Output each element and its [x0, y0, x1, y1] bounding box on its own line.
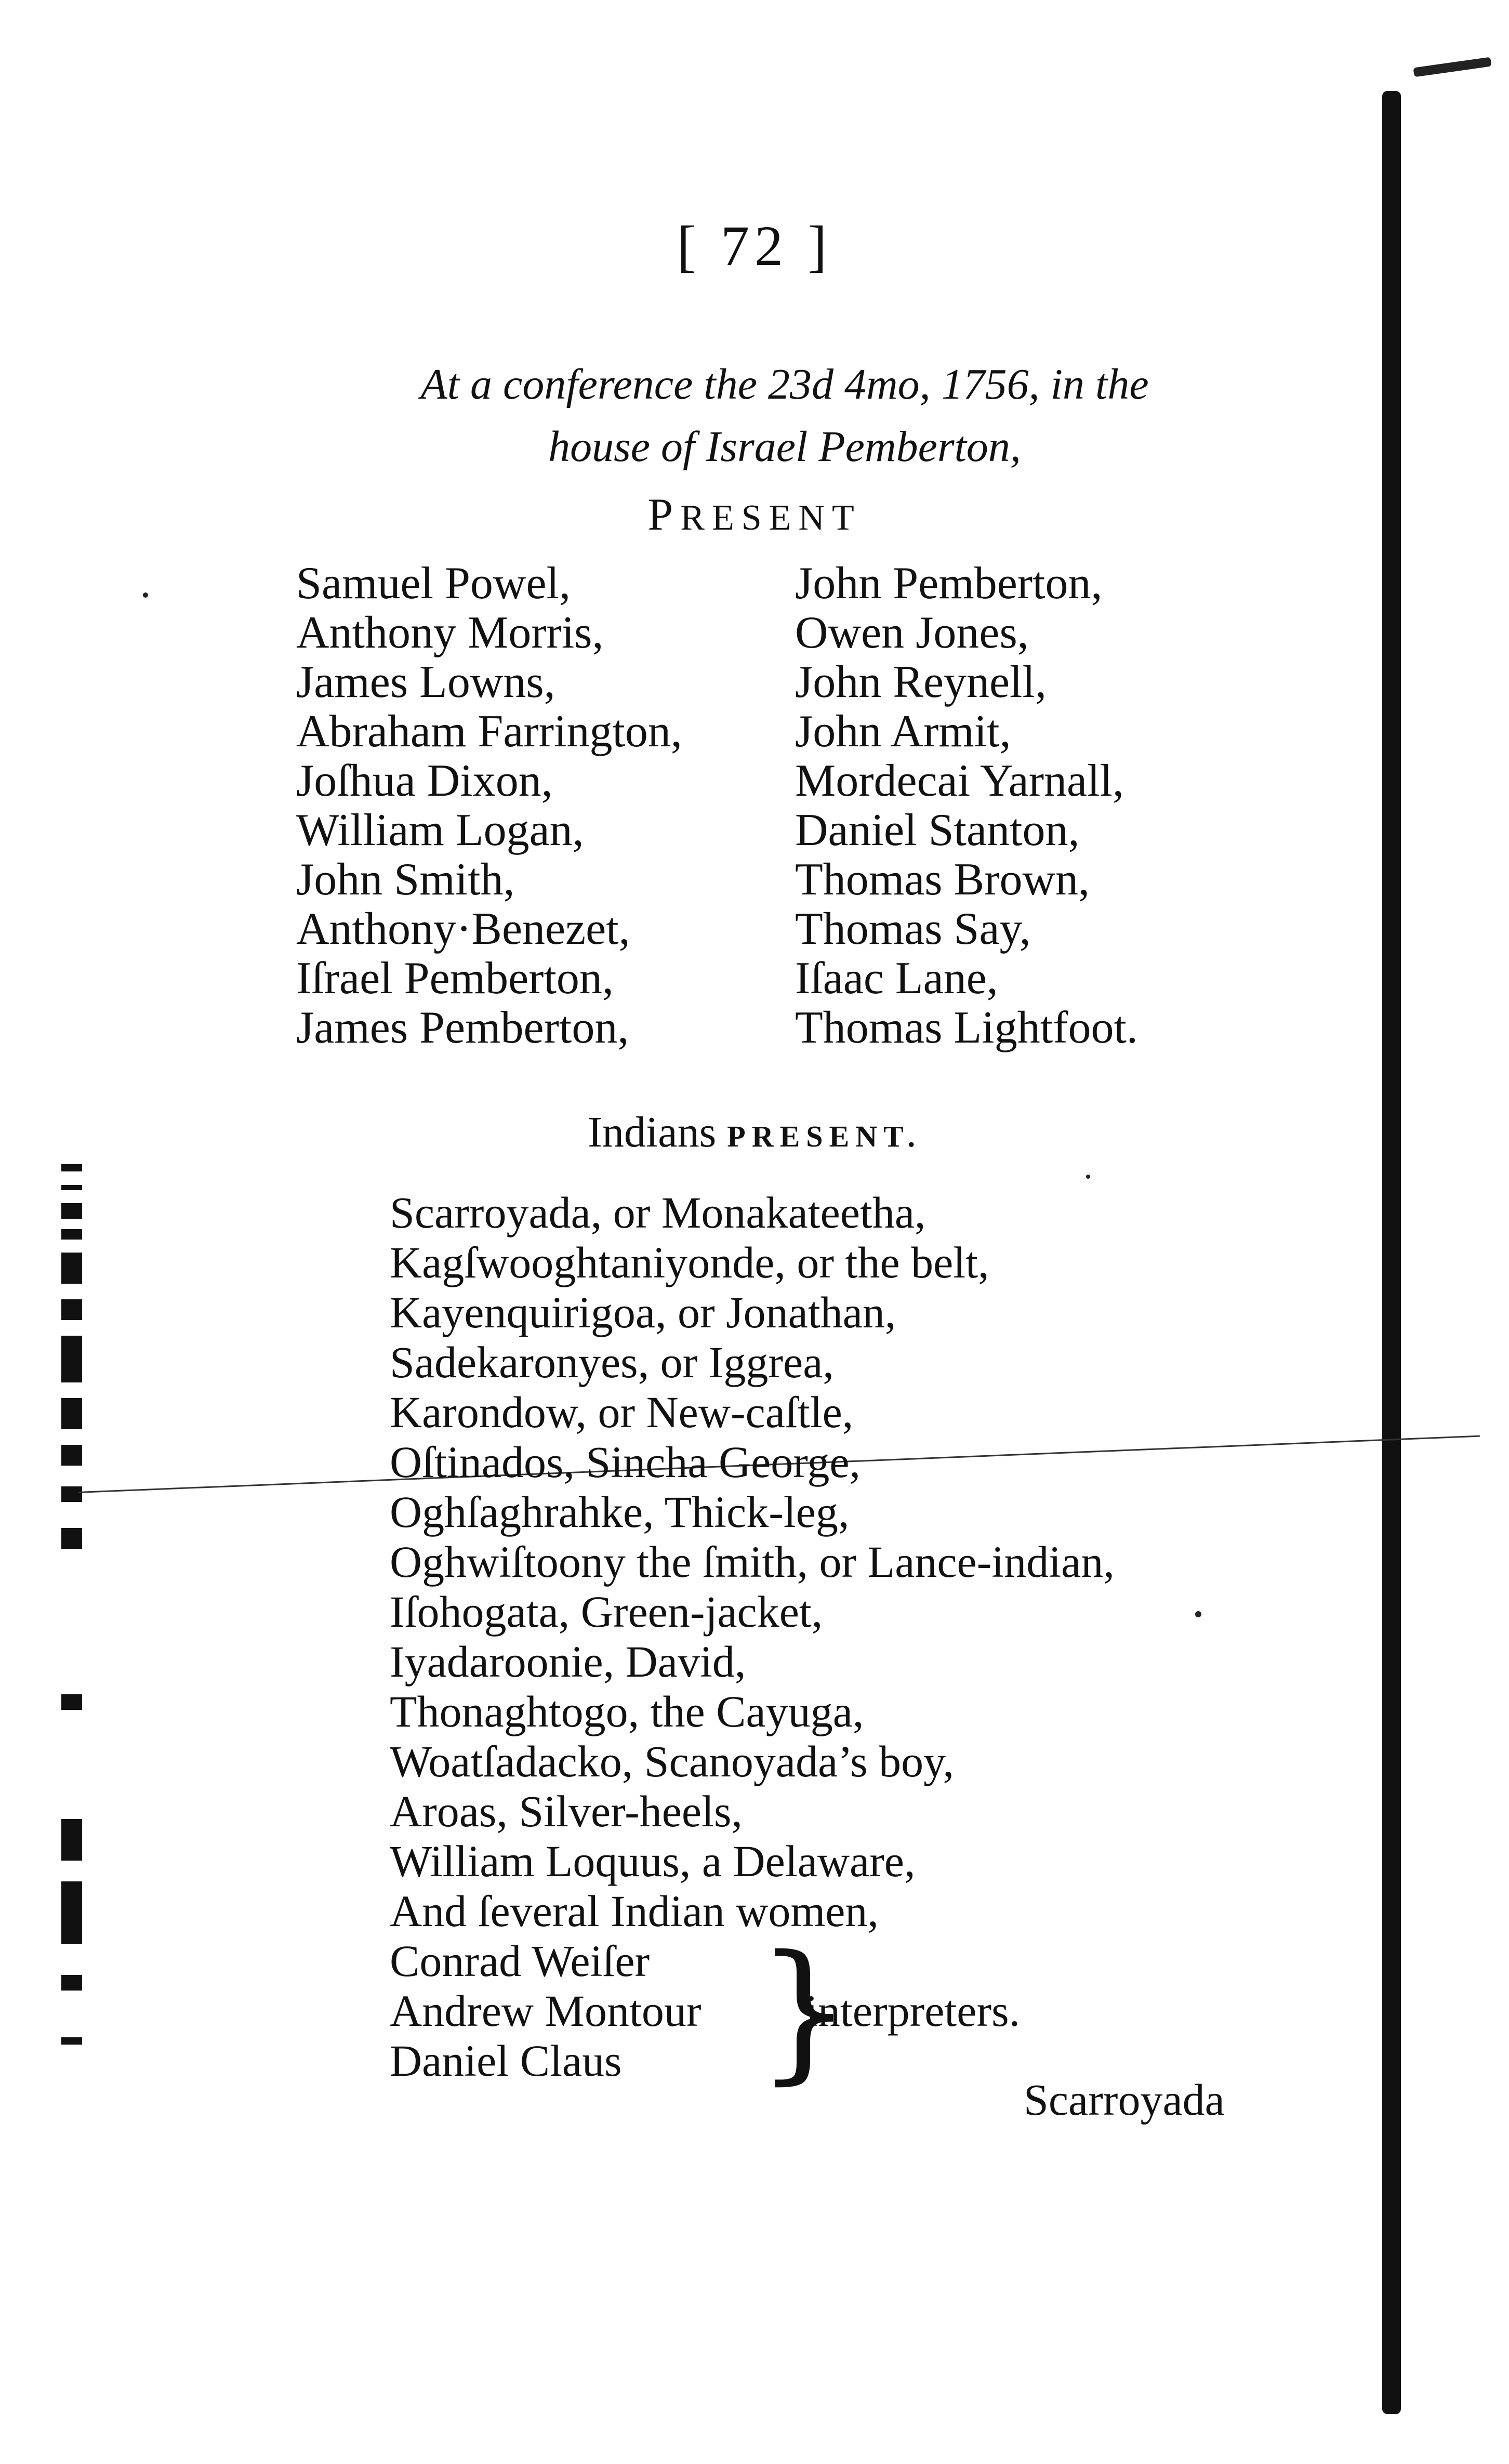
attendee-name: Iſrael Pemberton,: [296, 953, 614, 1004]
speck: [1086, 1175, 1090, 1179]
interpreters-label: interpreters.: [805, 1986, 1021, 2036]
indian-name: Sadekaronyes, or Iggrea,: [390, 1337, 834, 1387]
attendee-name: John Reynell,: [795, 657, 1047, 707]
indian-name: William Loquus, a Delaware,: [390, 1836, 916, 1886]
attendee-name: Anthony·Benezet,: [296, 904, 630, 954]
attendee-name: Abraham Farrington,: [296, 706, 682, 757]
conference-title-line-2: house of Israel Pemberton,: [548, 423, 1021, 471]
attendee-name: James Lowns,: [296, 657, 555, 707]
indian-name: Oghwiſtoony the ſmith, or Lance-indian,: [390, 1537, 1115, 1587]
indian-name: And ſeveral Indian women,: [390, 1886, 879, 1936]
indian-name: Oſtinados, Sincha George,: [390, 1437, 861, 1487]
attendee-name: Thomas Brown,: [795, 854, 1090, 905]
attendee-name: Thomas Say,: [795, 904, 1031, 954]
indian-name: Kagſwooghtaniyonde, or the belt,: [390, 1237, 989, 1287]
scanner-tick-marks: [61, 1164, 92, 2058]
curly-brace: }: [756, 1923, 852, 2099]
attendee-name: John Armit,: [795, 706, 1011, 757]
attendee-name: John Pemberton,: [795, 558, 1103, 609]
indian-name: Woatſadacko, Scanoyada’s boy,: [390, 1736, 955, 1786]
indians-heading-word: Indians: [587, 1108, 717, 1156]
attendee-name: Owen Jones,: [795, 608, 1029, 658]
indian-name: Scarroyada, or Monakateetha,: [390, 1188, 926, 1237]
conference-title-line-1: At a conference the 23d 4mo, 1756, in the: [420, 360, 1149, 409]
indian-name: Oghſaghrahke, Thick-leg,: [390, 1487, 850, 1537]
attendee-name: Mordecai Yarnall,: [795, 756, 1124, 806]
interpreter-name: Andrew Montour: [390, 1986, 701, 2036]
indian-name: Aroas, Silver-heels,: [390, 1786, 743, 1836]
attendee-name: James Pemberton,: [296, 1003, 629, 1053]
attendee-name: Daniel Stanton,: [795, 805, 1080, 855]
indian-name: Iyadaroonie, David,: [390, 1637, 746, 1686]
indian-name: Karondow, or New-caſtle,: [390, 1387, 854, 1437]
present-heading-rest: RESENT: [680, 498, 862, 538]
present-heading: [0, 489, 1509, 541]
attendee-name: Thomas Lightfoot.: [795, 1003, 1138, 1053]
speck: [1195, 1611, 1201, 1617]
attendee-name: Joſhua Dixon,: [296, 756, 553, 806]
speck: [143, 592, 148, 598]
indians-heading-present: PRESENT.: [727, 1119, 921, 1153]
indian-name: Iſohogata, Green-jacket,: [390, 1587, 823, 1637]
interpreters-block: [390, 1923, 1021, 2099]
attendee-name: William Logan,: [296, 805, 584, 855]
indian-name: Kayenquirigoa, or Jonathan,: [390, 1287, 896, 1337]
interpreter-name: Conrad Weiſer: [390, 1936, 650, 1986]
indian-name: Thonaghtogo, the Cayuga,: [390, 1686, 864, 1736]
binding-top-mark: [1413, 57, 1491, 77]
catchword: Scarroyada: [1024, 2075, 1225, 2125]
attendee-name: Iſaac Lane,: [795, 953, 998, 1004]
interpreter-names: [390, 1936, 701, 2086]
present-left-column: [296, 559, 682, 1052]
indians-list: [390, 1188, 1115, 1936]
attendee-name: Anthony Morris,: [296, 608, 604, 658]
attendee-name: Samuel Powel,: [296, 558, 571, 609]
page-number: [ 72 ]: [677, 214, 832, 278]
interpreter-name: Daniel Claus: [390, 2036, 622, 2086]
page-binding-edge: [1382, 91, 1401, 2414]
conference-title: [291, 353, 1278, 478]
present-heading-initial: P: [647, 490, 681, 540]
indians-present-heading: [0, 1107, 1509, 1157]
attendee-name: John Smith,: [296, 854, 515, 905]
present-right-column: [795, 559, 1138, 1052]
